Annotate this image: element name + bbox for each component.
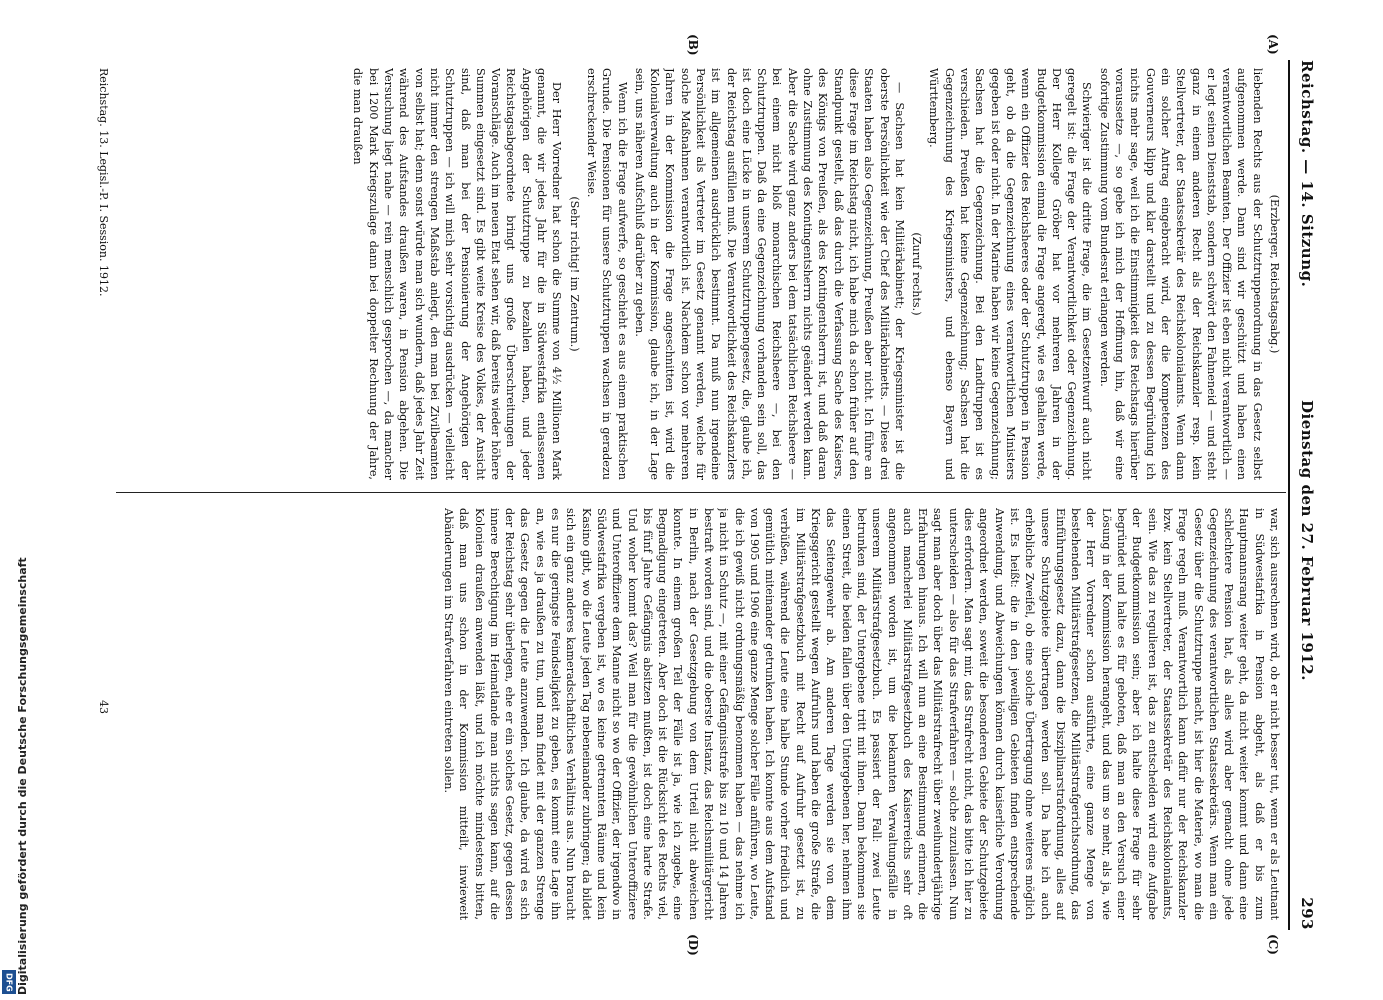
running-head-date: Dienstag den 27. Februar 1912. (1298, 400, 1316, 681)
paragraph: Der Herr Vorredner hat schon die Summe von 4½ Millionen Mark genannt, die wir jedes Jahr für die in Südwestafrika entlassenen Angehörigen der Schutztruppe zu bezahlen haben, und jeder Reichstagsabgeordnete bringt uns große Überschreitungen der Voranschläge. Auch im neuen Etat sehen wir, daß bereits wieder höhere Summen eingesetzt sind. Es gibt weite Kreise des Volkes, der Ansicht sind, daß man bei der Pensionierung der Angehörigen der Schutztruppen — ich will mich sehr vorsichtig ausdrücken — vielleicht nicht immer den strengen Maßstab anlegt, den man bei Zivilbeamten von selbst hat; denn sonst würde man sich wundern, daß jedes Jahr Zeit während des Aufstandes draußen waren, in Pension abgehen. Die Versuchung liegt nahe — rein menschlich gesprochen —, da mancher bei 1200 Mark Kriegszulage dann bei doppelter Rechnung der Jahre, die man draußen (351, 68, 564, 480)
left-column (348, 68, 1282, 480)
interjection: (Sehr richtig! im Zentrum.) (567, 196, 581, 352)
paragraph: war, sich ausrechnen wird, ob er nicht besser tut, wenn er als Leutnant in Südwestafrika in Pension abgeht, als daß er bis zum Hauptmannsrang weiter geht, da nicht weiter kommt und dann eine schlechtere Pension hat, als alles wird aber gemacht ohne jede Gegenzeichnung des verantwortlichen Staatssekretärs. Wenn man ein Gesetz über die Schutztruppe macht, ist hier die Materie, wo man die Frage regeln muß. Verantwortlich kann dafür nur der Reichskanzler bzw. kein Stellvertreter, der Staatssekretär des Reichskolonialamts, sein. Wie das zu regulieren ist, das zu entscheiden wird eine Aufgabe der Budgetkommission sein; aber ich halte diese Frage für sehr begründet und halte es für geboten, daß man an den Versuch einer Lösung in der Kommission herangeht, und das um so mehr, als ja, wie der Herr Vorredner schon ausführte, eine ganze Menge von bestehenden Militärstrafgesetzen, die Militärstrafgerichtsordnung, das Einführungsgesetz dazu, dann die Disziplinarstrafordnung, alles auf unsere Schutzgebiete übertragen werden soll. Da habe ich auch erhebliche Zweifel, ob eine solche Übertragung ohne weiteres möglich ist. Es heißt: die in den jeweiligen Gebieten finden entsprechende Anwendung, und Abweichungen können durch kaiserliche Verordnung angeordnet werden, soweit die besonderen Gebiete der Schutzgebiete dies erfordern. Man sagt mir, das Strafrecht nicht, das bitte ich hier zu unterscheiden — also für das Strafverfahren — solche zuzulassen. Nun sagt man aber doch über das Militärstrafrecht über zweihundertjährige Erfahrungen hinaus. Ich will nun an eine Bestimmung erinnern, die auch mancherlei Militärstrafgesetzbuch des Kaiserreichs sehr oft angenommen worden ist, um die bekannten Verwaltungsfälle in unserem Militärstrafgesetzbuch. Es passiert der Fall: zwei Leute betrunken sind, der Untergebene tritt mit ihnen. Dann bekommen sie einen Streit, die beiden fallen über den Untergebenen her, nehmen ihm das Seitengewehr ab. Am anderen Tage werden sie von dem Kriegsgericht gestellt wegen Aufruhrs und haben die große Strafe, die im Militärstrafgesetzbuch mit Recht auf Aufruhr gesetzt ist, zu verbüßen, während die Leute eine halbe Stunde vorher friedlich und gemütlich miteinander getrunken haben. Ich konnte aus dem Aufstand von 1905 und 1906 eine ganze Menge solcher Fälle anführen, wo Leute, die ich gewiß nicht ordnungsmäßig benommen haben — das nehme ich ja nicht in Schutz —, mit einer Gefängnisstrafe bis zu 10 und 14 Jahren bestraft worden sind, und die oberste Instanz, das Reichsmilitärgericht in Berlin, nach der Gesetzgebung von dem Urteil nicht abweichen konnte. In einem großen Teil der Fälle ist ja, wie ich zugebe, eine Begnadigung eingetreten. Aber doch ist die Rücksicht des Rechts viel, bis fünf Jahre Gefängnis absitzen mußten, ist doch eine harte Strafe. Und woher kommt das? Weil man für die gewöhnlichen Unteroffiziere und Unteroffiziere dem Manne nicht so wo der Offizier, der irgendwo in Südwestafrika vergeben ist, wo es keine getrennten Räume und kein Kasino gibt, wo die Leute jeden Tag nebeneinander zubringen; da bildet sich ein ganz anderes kameradschaftliches Verhältnis aus. Nun braucht es nur die geringste Feindseligkeit zu geben, es kommt eine Lage ihn an, wie es ja draußen zu tun, und man findet mit der ganzen Strenge das Gesetz gegen die Leute anzuwenden. Ich glaube, da wird es sich der Reichstag sehr überlegen, ehe er ein solches Gesetz, gegen dessen innere Berechtigung im Heimatlande man nichts sagen kann, auf die Kolonien draußen anwenden läßt, und ich möchte mindestens bitten, daß man uns schon in der Kommission mitteilt, inwieweit Abänderungen im Strafverfahren eintreten sollen. (441, 508, 1281, 920)
right-column (439, 508, 1282, 920)
dfg-logo: DFG (2, 970, 16, 994)
header-rule (1288, 60, 1290, 930)
margin-marker-c: (C) (1266, 934, 1280, 955)
paragraph: liebenden Rechts aus der Schutztruppenordnung in das Gesetz selbst aufgenommen werde. Dann sind wir geschützt und haben einen verantwortlichen Beamten. Der Offizier ist eben nicht verantwortlich — er legt seinen Dienststab, sondern schwört den Fahneneid — und steht ganz in einem anderen Recht als der Reichskanzler resp. kein Stellvertreter, der Staatssekretär des Reichskolonialamts. Wenn dann ein solcher Antrag eingebracht wird, der die Kompetenzen des Gouverneurs klipp und klar darstellt und zu dessen Begründung ich nichts mehr sage, weil ich die Einstimmigkeit des Reichstags hierüber voraussetze —, so gebe ich mich der Hoffnung hin, daß wir eine sofortige Zustimmung vom Bundesrat erlangen werden. (1097, 68, 1264, 480)
rotated-sheet (80, 34, 1320, 956)
footer-signature: 43 (97, 700, 110, 714)
page-number: 293 (1298, 897, 1316, 930)
running-head (1292, 60, 1320, 930)
digitization-sidebar (0, 0, 29, 1000)
paragraph: Schwieriger ist die dritte Frage, die im Gesetzentwurf auch nicht geregelt ist: die Frage der Verantwortlichkeit oder Gegenzeichnung. Der Herr Kollege Gröber hat vor mehreren Jahren in der Budgetkommission einmal die Frage angeregt, wie es gehalten werde, wenn ein Offizier des Reichsheeres oder der Schutztruppen in Pension geht, ob da die Gegenzeichnung eines verantwortlichen Ministers gegeben ist oder nicht. In der Marine haben wir keine Gegenzeichnung; Sachsen hat die Gegenzeichnung. Bei den Landtruppen ist es verschieden. Preußen hat keine Gegenzeichnung; Sachsen hat die Gegenzeichnung des Kriegsministers, und ebenso Bayern und Württemberg. (927, 68, 1094, 480)
margin-marker-b: (B) (686, 34, 700, 56)
margin-marker-a: (A) (1266, 34, 1280, 55)
column-divider (116, 492, 1286, 493)
paragraph: Wenn ich die Frage aufwerfe, so geschieht es aus einem praktischen Grunde. Die Pensionen für unsere Schutztruppen wachsen in geradezu erschreckender Weise. (584, 68, 629, 480)
running-head-left: Reichstag. — 14. Sitzung. (1298, 60, 1316, 288)
paragraph: — Sachsen hat kein Militärkabinett; der Kriegsminister ist die oberste Persönlichkeit wie der Chef des Militärkabinetts. — Diese drei Staaten haben also Gegenzeichnung, Preußen aber nicht. Ich führe an diese Frage im Reichstag nicht, ich habe mich da schon früher auf den Standpunkt gestellt, daß das durch die Verfassung Sache des Kaisers, des Königs von Preußen, als des Kontingentsherrn ist, und daß daran ohne Zustimmung des Kontingentsherrn nichts geändert werden kann. Aber die Sache wird ganz anders bei dem tatsächlichen Reichsheere — bei einem nicht bloß monarchischen Reichsheere —, bei den Schutztruppen. Daß da eine Gegenzeichnung vorhanden sein soll, das ist doch eine Lücke in unserem Schutztruppengesetz, die, glaube ich, der Reichstag ausfüllen muß. Die Verantwortlichkeit des Reichskanzlers ist im allgemeinen ausdrücklich bestimmt. Da muß nun irgendeine Persönlichkeit als Vertreter im Gesetz genannt werden, welche für solche Maßnahmen verantwortlich ist. Nachdem schon vor mehreren Jahren in der Kommission die Frage angeschnitten ist, wird die Kolonialverwaltung auch in der Kommission, glaube ich, in der Lage sein, uns näheren Aufschluß darüber zu geben. (632, 68, 906, 480)
footer-imprint: Reichstag. 13. Legisl.-P. I. Session. 1912. (97, 68, 110, 297)
funding-notice: Digitalisierung gefördert durch die Deutsche Forschungsgemeinschaft (16, 557, 29, 995)
speaker-label: (Erzberger, Reichstagsabg.) (1268, 194, 1281, 354)
interjection: (Zuruf rechts.) (910, 232, 924, 316)
margin-marker-d: (D) (686, 934, 700, 956)
